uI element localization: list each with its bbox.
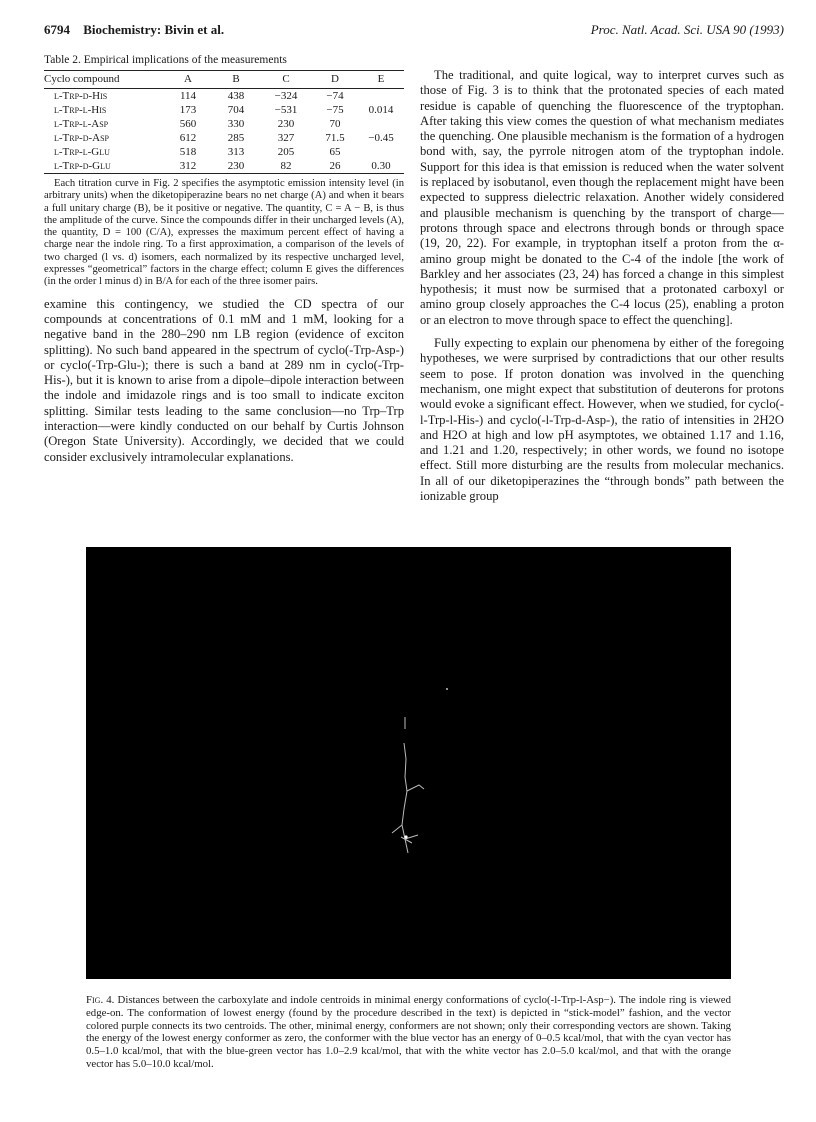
cell-d: 71.5 xyxy=(325,132,345,144)
cell-d: 26 xyxy=(312,159,358,174)
cell-compound: l-Trp-d-His xyxy=(54,90,108,102)
table-row xyxy=(44,131,404,145)
cell-d: 65 xyxy=(329,146,341,158)
right-body-paragraph-1: The traditional, and quite logical, way to interpret curves such as those of Fig. 3 is to think that the protonated species of each mated residue is capable of quenching the fluorescence of the tryptophan. After taking this view comes the question of what mechanism mediates the quenching. One plausible mechanism is the formation of a hydrogen bond with, say, the pyrrole nitrogen atom of the tryptophan indole. Support for this idea is that emission is reduced when the water solvent is replaced by isobutanol, even though the replacement might have been expected to suppress dielectric relaxation. Another widely considered and plausible mechanism is quenching by the transport of charge—protons through space and electrons through bonds or through space (19, 20, 22). For example, in tryptophan itself a proton from the α-amino group might be donated to the C-4 of the indole [the work of Barkley and her associates (23, 24) has forced a change in this simplest hypothesis; it must now be surmised that a protonated carboxyl or amino group closely approaches the C-4 locus (25), enabling a proton or an electron to move through space to effect the quenching]. xyxy=(420,68,784,327)
cell-compound: l-Trp-l-Asp xyxy=(54,118,109,130)
cell-e: 0.30 xyxy=(358,159,404,174)
table-row xyxy=(44,103,404,117)
cell-e xyxy=(358,145,404,159)
cell-b: 313 xyxy=(227,146,245,158)
cell-c: −324 xyxy=(274,90,298,102)
cell-e: −0.45 xyxy=(368,132,394,144)
cell-compound: l-Trp-d-Glu xyxy=(44,159,164,174)
cell-a: 312 xyxy=(164,159,212,174)
atom-dot xyxy=(404,835,407,838)
cell-a: 518 xyxy=(179,146,197,158)
col-header-compound: Cyclo compound xyxy=(44,71,164,89)
cell-b: 438 xyxy=(227,90,245,102)
cell-c: 82 xyxy=(260,159,312,174)
cell-d: −74 xyxy=(326,90,344,102)
right-column xyxy=(420,54,784,504)
journal-authors: Biochemistry: Bivin et al. xyxy=(83,22,225,37)
cell-c: 205 xyxy=(277,146,295,158)
molecular-model-render xyxy=(86,547,731,979)
cell-e xyxy=(358,117,404,131)
col-header-d: D xyxy=(312,71,358,89)
atom-dot xyxy=(446,688,448,690)
cell-b: 704 xyxy=(227,104,245,116)
cell-compound: l-Trp-l-His xyxy=(54,104,107,116)
running-header xyxy=(44,22,784,40)
cell-b: 285 xyxy=(227,132,245,144)
col-header-e: E xyxy=(358,71,404,89)
table-row xyxy=(44,159,404,174)
table-footnote: Each titration curve in Fig. 2 specifies the asymptotic emission intensity level (in arbitrary units) when the diketopiperazine bears no net charge (A) and when it bears a full unitary charge (B), be it positive or negative. The quantity, C = A − B, is thus the amplitude of the curve. Since the compounds differ in their uncharged levels (A), the quantity, D = 100 (C/A), expresses the maximum percent effect of having a charge near the indole ring. To a first approximation, a comparison of the levels of two charged (l vs. d) isomers, each normalized by its respective uncharged level, expresses “geometrical” factors in the charge effect; column E gives the differences (in the order l minus d) in B/A for each of the three isomer pairs. xyxy=(44,178,404,288)
cell-c: 327 xyxy=(277,132,295,144)
table-row xyxy=(44,117,404,131)
page-number: 6794 xyxy=(44,22,70,37)
left-column xyxy=(44,54,404,465)
cell-a: 114 xyxy=(179,90,197,102)
cell-b: 230 xyxy=(212,159,260,174)
cell-b: 330 xyxy=(227,118,245,130)
header-left xyxy=(44,22,224,38)
cell-compound: l-Trp-d-Asp xyxy=(54,132,109,144)
table-title: Table 2. Empirical implications of the measurements xyxy=(44,54,287,66)
figure-label: Fig. 4. xyxy=(86,994,115,1006)
cell-a: 612 xyxy=(179,132,197,144)
table-2 xyxy=(44,70,404,174)
cell-d: −75 xyxy=(326,104,344,116)
figure-background xyxy=(86,547,731,979)
journal-reference: Proc. Natl. Acad. Sci. USA 90 (1993) xyxy=(590,22,784,37)
col-header-b: B xyxy=(212,71,260,89)
right-body-paragraph-2: Fully expecting to explain our phenomena by either of the foregoing hypotheses, we were surprised by contradictions that our other results seem to pose. If proton donation was involved in the quenching mechanism, one might expect that substitution of deuterons for protons would evoke a significant effect. However, when we studied, for cyclo(-l-Trp-l-His-) and cyclo(-l-Trp-d-Asp-), the ratio of intensities in 2H2O and H2O at high and low pH asymptotes, we obtained 1.17 and 1.16, and 1.21 and 1.20, respectively; in other words, we found no isotope effect. Still more disturbing are the results from molecular mechanics. In all of our diketopiperazines the “through bonds” path between the ionizable group xyxy=(420,336,785,504)
cell-e: 0.014 xyxy=(368,104,394,116)
figure-4-image xyxy=(86,547,731,979)
table-row xyxy=(44,89,404,104)
left-body-paragraph: examine this contingency, we studied the CD spectra of our compounds at concentrations of 0.1 mM and 1 mM, looking for a negative band in the 280–290 nm LB region (evidence of exciton splitting). No such band appeared in the spectrum of cyclo(-Trp-Asp-) or cyclo(-Trp-Glu-); there is such a band at 289 nm in cyclo(-Trp-His-), but it is known to arise from a dipole–dipole interaction between the indole and imidazole rings and is too small to indicate exciton splitting. Similar tests leading to the same conclusion—no Trp–Trp interaction—were kindly conducted on our behalf by Curtis Johnson (Oregon State University). Accordingly, we decided that we could consider exclusively intramolecular explanations. xyxy=(44,296,404,464)
figure-caption-text: Distances between the carboxylate and indole centroids in minimal energy conformations of cyclo(-l-Trp-l-Asp−). The indole ring is viewed edge-on. The conformation of lowest energy (found by the procedure described in the text) is depicted in “stick-model” fashion, and the vector colored purple connects its two centroids. The other, minimal energy, conformers are not shown; only their corresponding vectors are shown. Taking the energy of the lowest energy conformer as zero, the conformer with the blue vector has an energy of 0–0.5 kcal/mol, that with the cyan vector has 0.5–1.0 kcal/mol, that with the blue-green vector has 1.0–2.9 kcal/mol, that with the white vector has 2.0–5.0 kcal/mol, and that with the orange vector has 5.0–10.0 kcal/mol. xyxy=(86,994,731,1070)
cell-compound: l-Trp-l-Glu xyxy=(54,146,110,158)
cell-c: 230 xyxy=(277,118,295,130)
col-header-a: A xyxy=(164,71,212,89)
cell-a: 560 xyxy=(179,118,197,130)
cell-e xyxy=(358,89,404,104)
table-header-row xyxy=(44,71,404,89)
table-row xyxy=(44,145,404,159)
cell-a: 173 xyxy=(179,104,197,116)
cell-d: 70 xyxy=(329,118,341,130)
cell-c: −531 xyxy=(274,104,298,116)
figure-caption xyxy=(86,994,731,1071)
col-header-c: C xyxy=(260,71,312,89)
